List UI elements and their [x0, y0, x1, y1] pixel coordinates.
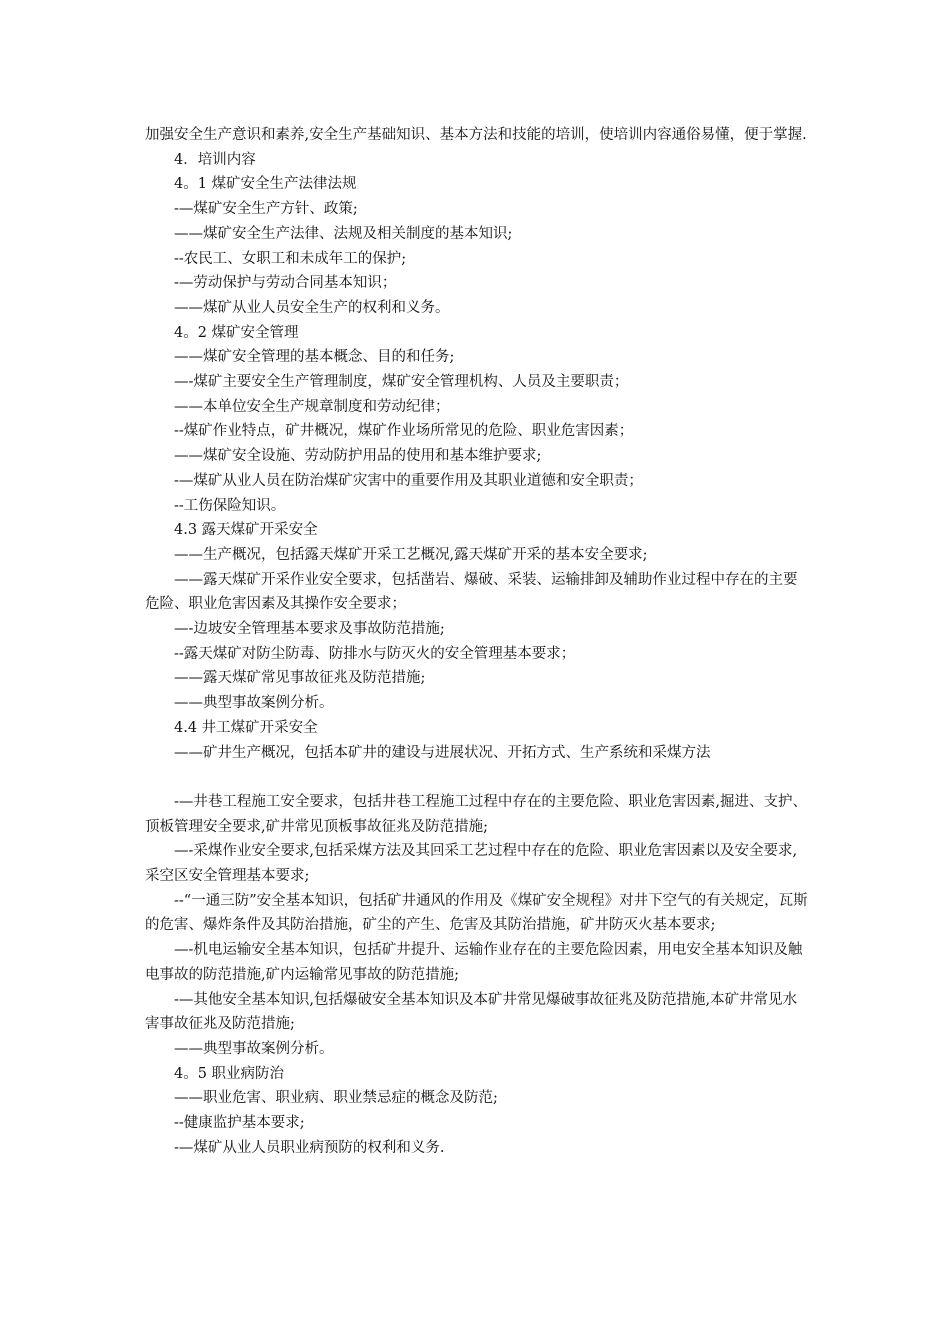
list-item: --煤矿作业特点，矿井概况，煤矿作业场所常见的危险、职业危害因素； — [174, 423, 634, 440]
heading-section-4-2: 4。2 煤矿安全管理 — [174, 324, 299, 341]
list-item: -—煤矿从业人员职业病预防的权利和义务. — [174, 1139, 445, 1156]
list-item: ——露天煤矿常见事故征兆及防范措施; — [174, 670, 426, 687]
list-item: ——矿井生产概况，包括本矿井的建设与进展状况、开拓方式、生产系统和采煤方法 — [174, 744, 711, 761]
list-item: —-机电运输安全基本知识，包括矿井提升、运输作业存在的主要危险因素，用电安全基本知识及触电事故的防范措施,矿内运输常见事故的防范措施; — [145, 942, 803, 983]
heading-training-content: 4．培训内容 — [174, 151, 256, 168]
heading-section-4-5: 4。5 职业病防治 — [174, 1065, 285, 1082]
document-body — [145, 123, 810, 1161]
list-item: —-煤矿主要安全生产管理制度，煤矿安全管理机构、人员及主要职责； — [174, 374, 629, 391]
list-item: —-采煤作业安全要求,包括采煤方法及其回采工艺过程中存在的危险、职业危害因素以及安全要求,采空区安全管理基本要求; — [145, 843, 798, 885]
list-item: -—煤矿从业人员在防治煤矿灾害中的重要作用及其职业道德和安全职责； — [174, 472, 643, 489]
list-item: --工伤保险知识。 — [174, 497, 286, 514]
heading-section-4-1: 4。1 煤矿安全生产法律法规 — [174, 176, 357, 193]
list-item: ——典型事故案例分析。 — [174, 1041, 334, 1057]
list-item: ——职业危害、职业病、职业禁忌症的概念及防范; — [174, 1090, 498, 1107]
list-item: ——本单位安全生产规章制度和劳动纪律； — [174, 398, 450, 415]
list-item: -—煤矿安全生产方针、政策; — [174, 201, 358, 218]
list-item: --农民工、女职工和未成年工的保护; — [174, 250, 407, 267]
list-item: -—其他安全基本知识,包括爆破安全基本知识及本矿井常见爆破事故征兆及防范措施,本矿井常见水害事故征兆及防范措施; — [145, 991, 798, 1033]
list-item: --“一通三防”安全基本知识，包括矿井通风的作用及《煤矿安全规程》对井下空气的有关规定，瓦斯的危害、爆炸条件及其防治措施，矿尘的产生、危害及其防治措施，矿井防灭火基本要求; — [145, 892, 808, 934]
list-item: ——煤矿安全管理的基本概念、目的和任务; — [174, 349, 455, 366]
list-item: ——露天煤矿开采作业安全要求，包括凿岩、爆破、采装、运输排卸及辅助作业过程中存在的主要危险、职业危害因素及其操作安全要求； — [145, 571, 798, 613]
list-item: -—井巷工程施工安全要求，包括井巷工程施工过程中存在的主要危险、职业危害因素,掘进、支护、顶板管理安全要求,矿井常见顶板事故征兆及防范措施; — [145, 793, 808, 835]
blank-line — [145, 765, 810, 790]
list-item: ——煤矿从业人员安全生产的权利和义务。 — [174, 299, 450, 316]
list-item: ——煤矿安全生产法律、法规及相关制度的基本知识; — [174, 225, 513, 242]
list-item: --露天煤矿对防尘防毒、防排水与防灭火的安全管理基本要求； — [174, 645, 576, 662]
paragraph-intro: 加强安全生产意识和素养,安全生产基础知识、基本方法和技能的培训，使培训内容通俗易懂，便于掌握. — [145, 127, 807, 143]
list-item: ——煤矿安全设施、劳动防护用品的使用和基本维护要求; — [174, 448, 542, 465]
heading-section-4-3: 4.3 露天煤矿开采安全 — [174, 522, 318, 539]
list-item: -—劳动保护与劳动合同基本知识； — [174, 275, 397, 292]
list-item: ——生产概况，包括露天煤矿开采工艺概况,露天煤矿开采的基本安全要求; — [174, 546, 648, 563]
list-item: ——典型事故案例分析。 — [174, 695, 334, 712]
heading-section-4-4: 4.4 井工煤矿开采安全 — [174, 719, 318, 736]
list-item: --健康监护基本要求; — [174, 1115, 305, 1132]
list-item: —-边坡安全管理基本要求及事故防范措施; — [174, 621, 445, 638]
